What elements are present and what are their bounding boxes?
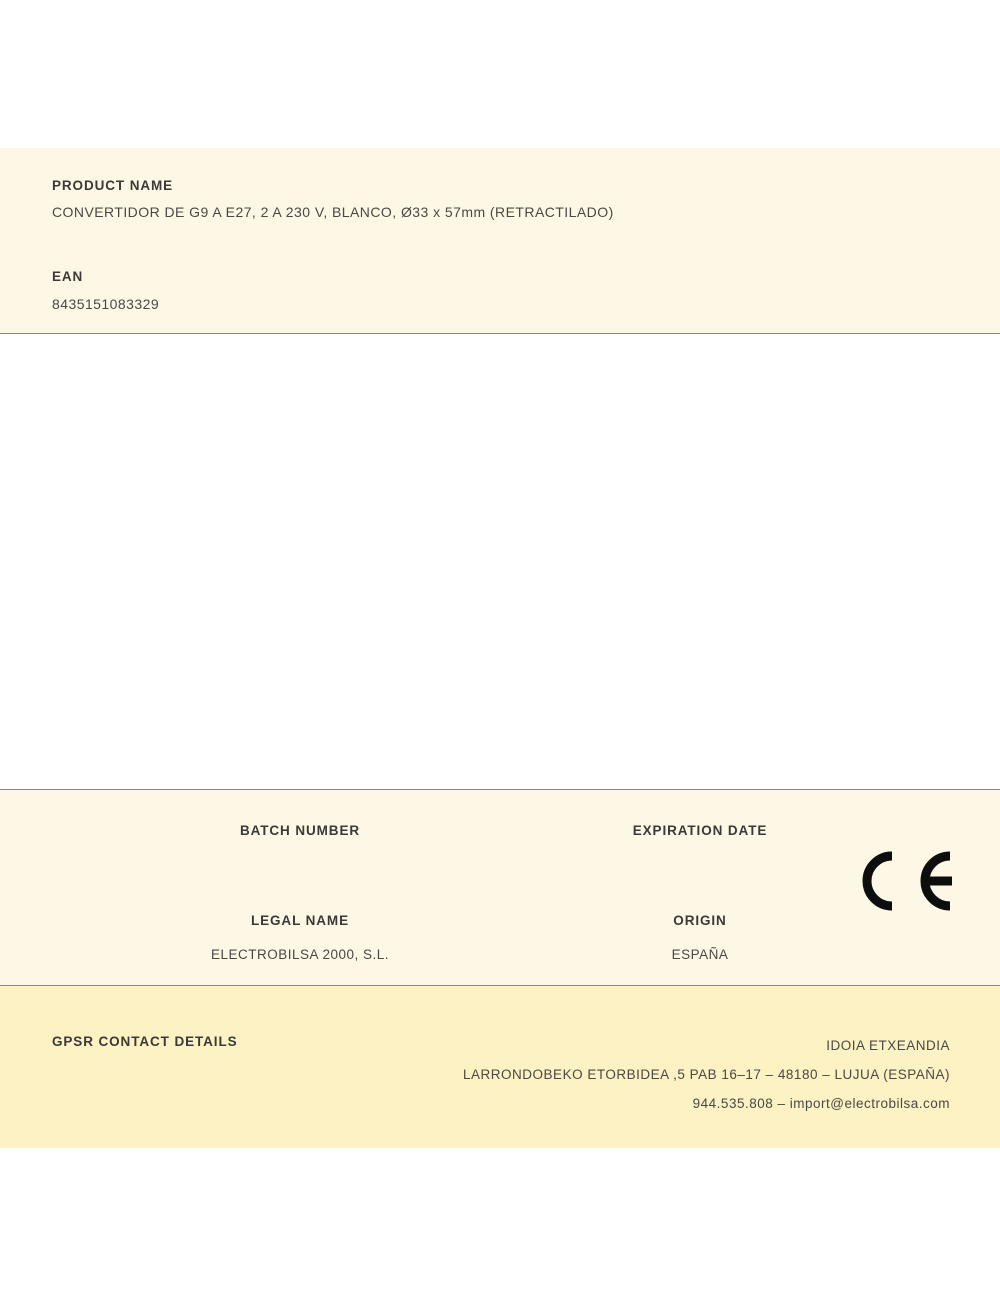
ean-value: 8435151083329 (52, 296, 160, 312)
legal-name-field (160, 913, 440, 963)
origin-value: ESPAÑA (671, 947, 729, 962)
product-info-block (0, 148, 1000, 334)
batch-number-label: BATCH NUMBER (239, 823, 361, 838)
ean-label: EAN (52, 269, 84, 284)
ce-mark-icon (852, 850, 962, 912)
gpsr-contact-address: LARRONDOBEKO ETORBIDEA ,5 PAB 16–17 – 48180 – LUJUA (ESPAÑA) (463, 1067, 950, 1082)
manufacturer-info-block (0, 789, 1000, 986)
blank-content-area (0, 334, 1000, 789)
gpsr-contact-name: IDOIA ETXEANDIA (826, 1038, 950, 1053)
bottom-margin (0, 1148, 1000, 1300)
expiration-date-label: EXPIRATION DATE (632, 823, 768, 838)
expiration-date-value (560, 857, 840, 873)
legal-name-label: LEGAL NAME (250, 913, 349, 928)
gpsr-contact-phone-email: 944.535.808 – import@electrobilsa.com (692, 1096, 950, 1111)
origin-field (560, 913, 840, 963)
batch-number-value (160, 857, 440, 873)
expiration-date-field (560, 823, 840, 873)
legal-name-value: ELECTROBILSA 2000, S.L. (210, 947, 390, 962)
product-name-label: PRODUCT NAME (52, 178, 174, 193)
gpsr-contact-block (0, 986, 1000, 1148)
batch-number-field (160, 823, 440, 873)
gpsr-contact-details (463, 1031, 950, 1118)
origin-label: ORIGIN (673, 913, 727, 928)
gpsr-contact-label: GPSR CONTACT DETAILS (52, 1034, 238, 1049)
product-name-value: CONVERTIDOR DE G9 A E27, 2 A 230 V, BLANCO, Ø33 x 57mm (RETRACTILADO) (52, 204, 614, 220)
